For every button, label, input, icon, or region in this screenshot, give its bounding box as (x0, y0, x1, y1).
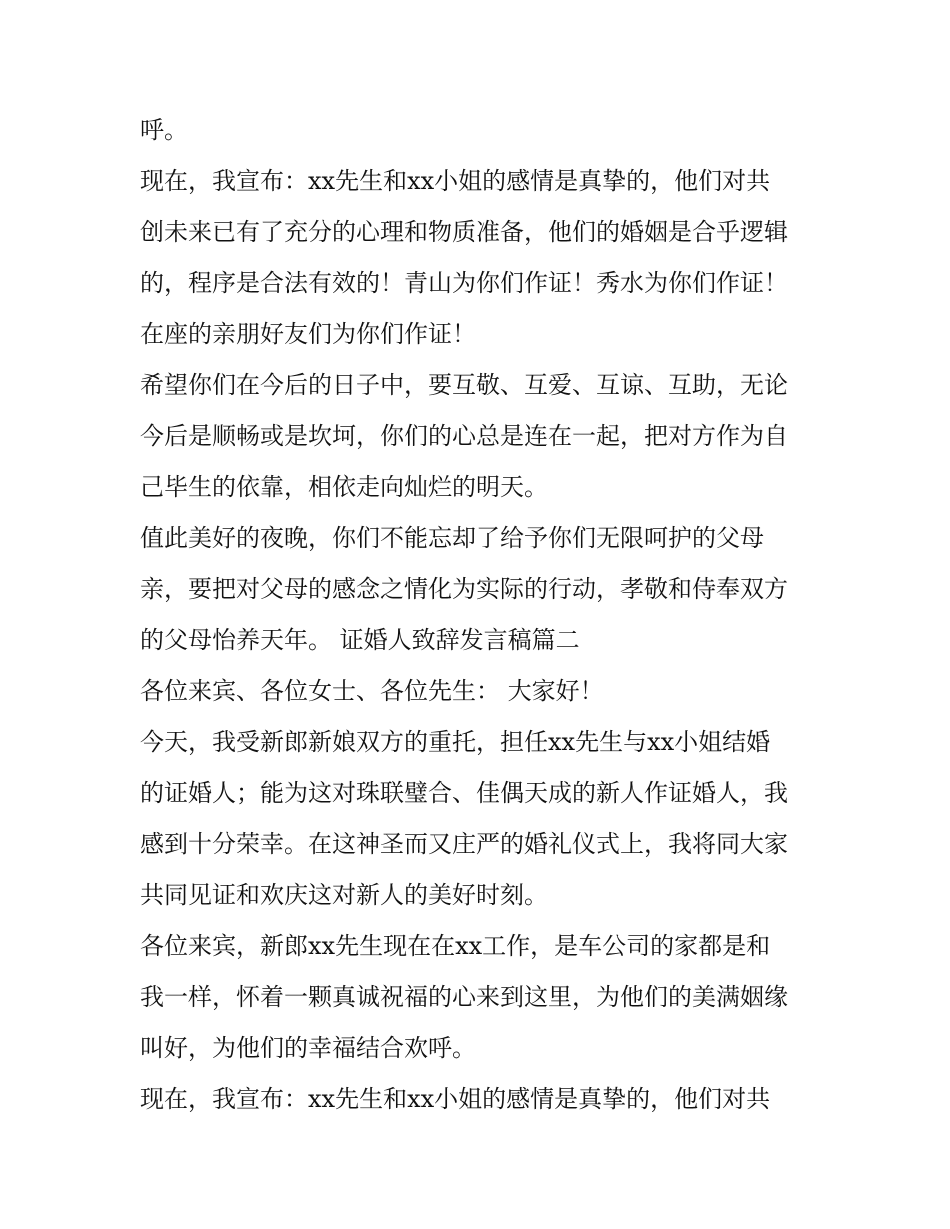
text-line: 我一样，怀着一颗真诚祝福的心来到这里，为他们的美满姻缘 (140, 983, 788, 1011)
text-line: 创未来已有了充分的心理和物质准备，他们的婚姻是合乎逻辑 (140, 218, 788, 246)
text-line: 现在，我宣布：xx先生和xx小姐的感情是真挚的，他们对共 (140, 167, 771, 195)
text-line: 共同见证和欢庆这对新人的美好时刻。 (140, 881, 548, 909)
text-line: 己毕生的依靠，相依走向灿烂的明天。 (140, 473, 548, 501)
text-line: 的，程序是合法有效的！青山为你们作证！秀水为你们作证！ (140, 269, 788, 297)
text-line: 呼。 (140, 116, 188, 144)
text-line: 感到十分荣幸。在这神圣而又庄严的婚礼仪式上，我将同大家 (140, 830, 788, 858)
text-line: 各位来宾、各位女士、各位先生： 大家好！ (140, 677, 604, 705)
text-line: 的父母怡养天年。 证婚人致辞发言稿篇二 (140, 626, 580, 654)
document-body (140, 105, 820, 1125)
text-line: 在座的亲朋好友们为你们作证！ (140, 320, 476, 348)
text-line: 值此美好的夜晚，你们不能忘却了给予你们无限呵护的父母 (140, 524, 764, 552)
text-line: 今天，我受新郎新娘双方的重托，担任xx先生与xx小姐结婚 (140, 728, 771, 756)
text-line: 现在，我宣布：xx先生和xx小姐的感情是真挚的，他们对共 (140, 1085, 771, 1113)
text-line: 各位来宾，新郎xx先生现在在xx工作，是车公司的家都是和 (140, 932, 771, 960)
text-line: 的证婚人；能为这对珠联璧合、佳偶天成的新人作证婚人，我 (140, 779, 788, 807)
text-line: 希望你们在今后的日子中，要互敬、互爱、互谅、互助，无论 (140, 371, 788, 399)
text-line: 亲，要把对父母的感念之情化为实际的行动，孝敬和侍奉双方 (140, 575, 788, 603)
text-line: 叫好，为他们的幸福结合欢呼。 (140, 1034, 476, 1062)
text-line: 今后是顺畅或是坎坷，你们的心总是连在一起，把对方作为自 (140, 422, 788, 450)
